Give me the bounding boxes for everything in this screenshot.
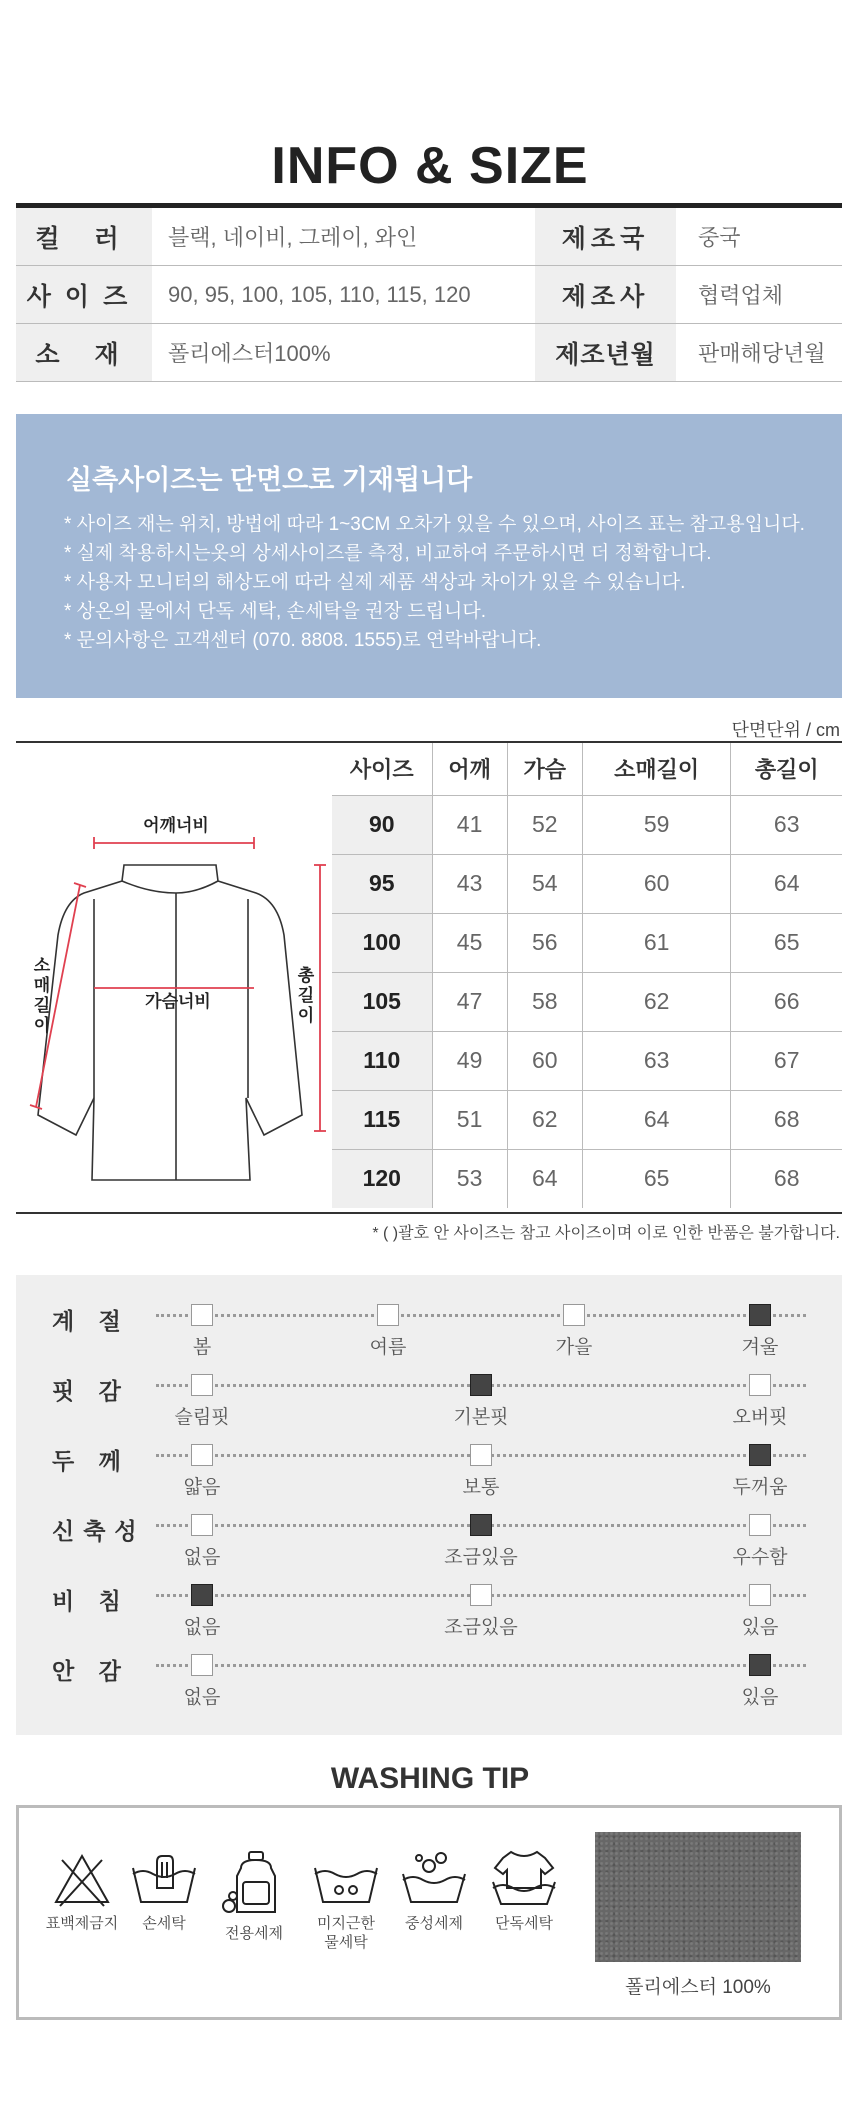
- table-row: [332, 972, 842, 1031]
- size-cell: 120: [332, 1149, 432, 1208]
- checkbox: [191, 1374, 213, 1396]
- info-row-size: [16, 266, 842, 324]
- color-value: 블랙, 네이비, 그레이, 와인: [168, 225, 418, 250]
- date-label: 제조년월: [535, 324, 676, 381]
- wash-item: [119, 1848, 209, 1933]
- sleeve-label: [34, 956, 51, 1035]
- length-char: 총: [297, 966, 315, 985]
- property-option: 있음: [741, 1617, 779, 1638]
- property-option: 겨울: [741, 1337, 779, 1358]
- notice-heading: 실측사이즈는 단면으로 기재됩니다: [66, 465, 473, 495]
- measure-cell: 64: [731, 854, 842, 913]
- header-cell: 가슴: [507, 743, 582, 795]
- unit-label: 단면단위 / cm: [731, 720, 840, 740]
- measure-cell: 62: [582, 972, 731, 1031]
- size-cell: 95: [332, 854, 432, 913]
- date-value: 판매해당년월: [698, 341, 826, 366]
- length-label: [298, 966, 315, 1025]
- measure-cell: 61: [582, 913, 731, 972]
- dotted-line: [156, 1664, 806, 1667]
- neutral-detergent-icon: [399, 1848, 469, 1908]
- wash-label: 표백제금지: [45, 1915, 119, 1932]
- wash-item: [389, 1848, 479, 1933]
- shoulder-label: 어깨너비: [143, 816, 209, 835]
- property-label: 핏 감: [52, 1378, 130, 1404]
- garment-diagram: [16, 743, 332, 1213]
- wash-label: 단독세탁: [495, 1915, 553, 1932]
- sleeve-char: 길: [33, 996, 51, 1015]
- size-cell: 105: [332, 972, 432, 1031]
- measure-cell: 51: [432, 1090, 507, 1149]
- checkbox: [749, 1514, 771, 1536]
- length-char: 이: [297, 1006, 315, 1025]
- property-row: [16, 1373, 842, 1443]
- property-option: 두꺼움: [732, 1477, 788, 1498]
- property-option: 얇음: [183, 1477, 221, 1498]
- property-option: 기본핏: [453, 1407, 509, 1428]
- table-row: [332, 913, 842, 972]
- header-cell: 사이즈: [332, 743, 432, 795]
- measure-cell: 49: [432, 1031, 507, 1090]
- header-cell: 총길이: [731, 743, 842, 795]
- property-option: 슬림핏: [174, 1407, 230, 1428]
- notice-item: * 사용자 모니터의 해상도에 따라 실제 제품 색상과 차이가 있을 수 있습니다.: [64, 572, 686, 593]
- washing-title: WASHING TIP: [330, 1762, 530, 1795]
- wash-label: 물세탁: [324, 1934, 368, 1951]
- info-table: [16, 203, 842, 382]
- wash-label: 손세탁: [142, 1915, 186, 1932]
- wash-item: [37, 1848, 127, 1933]
- size-cell: 100: [332, 913, 432, 972]
- measure-cell: 65: [582, 1149, 731, 1208]
- property-row: [16, 1583, 842, 1653]
- country-value: 중국: [698, 225, 741, 250]
- size-cell: 115: [332, 1090, 432, 1149]
- table-row: [332, 795, 842, 854]
- measure-cell: 64: [582, 1090, 731, 1149]
- size-value: 90, 95, 100, 105, 110, 115, 120: [168, 281, 471, 307]
- country-label: 제조국: [535, 208, 676, 265]
- checkbox-checked: [470, 1374, 492, 1396]
- measure-cell: 63: [582, 1031, 731, 1090]
- property-option: 봄: [192, 1337, 212, 1358]
- property-label: 계 절: [52, 1308, 130, 1334]
- measure-cell: 63: [731, 795, 842, 854]
- maker-label: 제조사: [535, 266, 676, 323]
- property-option: 보통: [462, 1477, 500, 1498]
- no-bleach-icon: [50, 1848, 114, 1908]
- wash-item: [301, 1848, 391, 1952]
- measure-cell: 41: [432, 795, 507, 854]
- material-value: 폴리에스터100%: [168, 341, 331, 366]
- property-option: 오버핏: [732, 1407, 788, 1428]
- hand-wash-icon: [129, 1848, 199, 1908]
- checkbox: [470, 1444, 492, 1466]
- property-option: 있음: [741, 1687, 779, 1708]
- checkbox: [563, 1304, 585, 1326]
- property-option: 없음: [183, 1547, 221, 1568]
- wash-label: 미지근한: [317, 1915, 375, 1932]
- jacket-outline-icon: [38, 865, 302, 1180]
- lukewarm-wash-icon: [311, 1848, 381, 1908]
- dotted-line: [156, 1314, 806, 1317]
- notice-list: [64, 510, 805, 655]
- measure-cell: 56: [507, 913, 582, 972]
- info-row-color: [16, 208, 842, 266]
- measure-cell: 45: [432, 913, 507, 972]
- measure-cell: 43: [432, 854, 507, 913]
- property-option: 없음: [183, 1687, 221, 1708]
- header-cell: 어깨: [432, 743, 507, 795]
- page-title: INFO & SIZE: [271, 137, 589, 195]
- sleeve-char: 이: [33, 1016, 51, 1035]
- sleeve-char: 매: [33, 976, 51, 995]
- checkbox: [191, 1654, 213, 1676]
- fabric-label: 폴리에스터 100%: [625, 1977, 771, 1998]
- property-row: [16, 1653, 842, 1723]
- size-table: [332, 743, 842, 1208]
- checkbox: [191, 1514, 213, 1536]
- measure-cell: 53: [432, 1149, 507, 1208]
- measure-cell: 59: [582, 795, 731, 854]
- property-option: 없음: [183, 1617, 221, 1638]
- material-label: 소 재: [16, 324, 152, 381]
- property-row: [16, 1443, 842, 1513]
- notice-item: * 실제 착용하시는옷의 상세사이즈를 측정, 비교하여 주문하시면 더 정확합니다.: [64, 543, 712, 564]
- measure-cell: 64: [507, 1149, 582, 1208]
- measure-cell: 68: [773, 1165, 800, 1192]
- measure-cell: 52: [507, 795, 582, 854]
- size-footnote: * ( )괄호 안 사이즈는 참고 사이즈이며 이로 인한 반품은 불가합니다.: [372, 1225, 840, 1242]
- property-option: 가을: [555, 1337, 593, 1358]
- checkbox: [749, 1584, 771, 1606]
- checkbox-checked: [749, 1654, 771, 1676]
- property-row: [16, 1513, 842, 1583]
- sleeve-char: 소: [33, 956, 51, 975]
- checkbox-checked: [749, 1304, 771, 1326]
- measure-cell: 60: [507, 1031, 582, 1090]
- checkbox: [191, 1304, 213, 1326]
- separate-wash-icon: [489, 1848, 559, 1908]
- info-row-material: [16, 324, 842, 382]
- color-label: 컬 러: [16, 208, 152, 265]
- checkbox-checked: [191, 1584, 213, 1606]
- measure-cell: 65: [731, 913, 842, 972]
- wash-item: [479, 1848, 569, 1933]
- header-cell: 소매길이: [582, 743, 731, 795]
- size-label: 사이즈: [16, 266, 152, 323]
- property-option: 우수함: [732, 1547, 788, 1568]
- length-char: 길: [297, 986, 315, 1005]
- property-option: 조금있음: [444, 1617, 518, 1638]
- table-row: [332, 1090, 842, 1149]
- wash-item: [209, 1848, 299, 1943]
- measure-cell: 58: [507, 972, 582, 1031]
- size-cell: 110: [332, 1031, 432, 1090]
- measure-cell: 62: [507, 1090, 582, 1149]
- checkbox: [377, 1304, 399, 1326]
- checkbox-checked: [470, 1514, 492, 1536]
- property-row: [16, 1303, 842, 1373]
- measure-cell: 66: [731, 972, 842, 1031]
- table-row: [332, 1031, 842, 1090]
- notice-box: [16, 414, 842, 698]
- measure-cell: 54: [507, 854, 582, 913]
- notice-item: * 문의사항은 고객센터 (070. 8808. 1555)로 연락바랍니다.: [64, 630, 542, 651]
- table-row: [332, 1149, 842, 1208]
- wash-label: 중성세제: [405, 1915, 463, 1932]
- measure-cell: 47: [432, 972, 507, 1031]
- measure-cell: 60: [582, 854, 731, 913]
- property-label: 비 침: [52, 1588, 130, 1614]
- fabric-swatch: [595, 1832, 801, 1962]
- checkbox-checked: [749, 1444, 771, 1466]
- property-option: 조금있음: [444, 1547, 518, 1568]
- property-label: 안 감: [52, 1658, 130, 1684]
- wash-label: 전용세제: [225, 1925, 283, 1942]
- chest-label: 가슴너비: [145, 992, 211, 1011]
- size-table-header: [332, 743, 842, 795]
- checkbox: [749, 1374, 771, 1396]
- measure-cell: 67: [731, 1031, 842, 1090]
- table-row: [332, 854, 842, 913]
- notice-item: * 사이즈 재는 위치, 방법에 따라 1~3CM 오차가 있을 수 있으며, 사이즈 표는 참고용입니다.: [64, 514, 805, 535]
- size-cell: 90: [332, 795, 432, 854]
- size-section: [16, 741, 842, 1214]
- maker-value: 협력업체: [698, 283, 784, 308]
- notice-item: * 상온의 물에서 단독 세탁, 손세탁을 권장 드립니다.: [64, 601, 486, 622]
- checkbox: [470, 1584, 492, 1606]
- measure-lines: [30, 837, 326, 1131]
- property-option: 여름: [369, 1337, 407, 1358]
- property-label: 두 께: [52, 1448, 130, 1474]
- property-label: 신축성: [52, 1518, 146, 1544]
- measure-cell: 68: [731, 1090, 842, 1149]
- properties-panel: [16, 1275, 842, 1735]
- checkbox: [191, 1444, 213, 1466]
- washing-box: [16, 1805, 842, 2020]
- detergent-icon: [219, 1848, 289, 1918]
